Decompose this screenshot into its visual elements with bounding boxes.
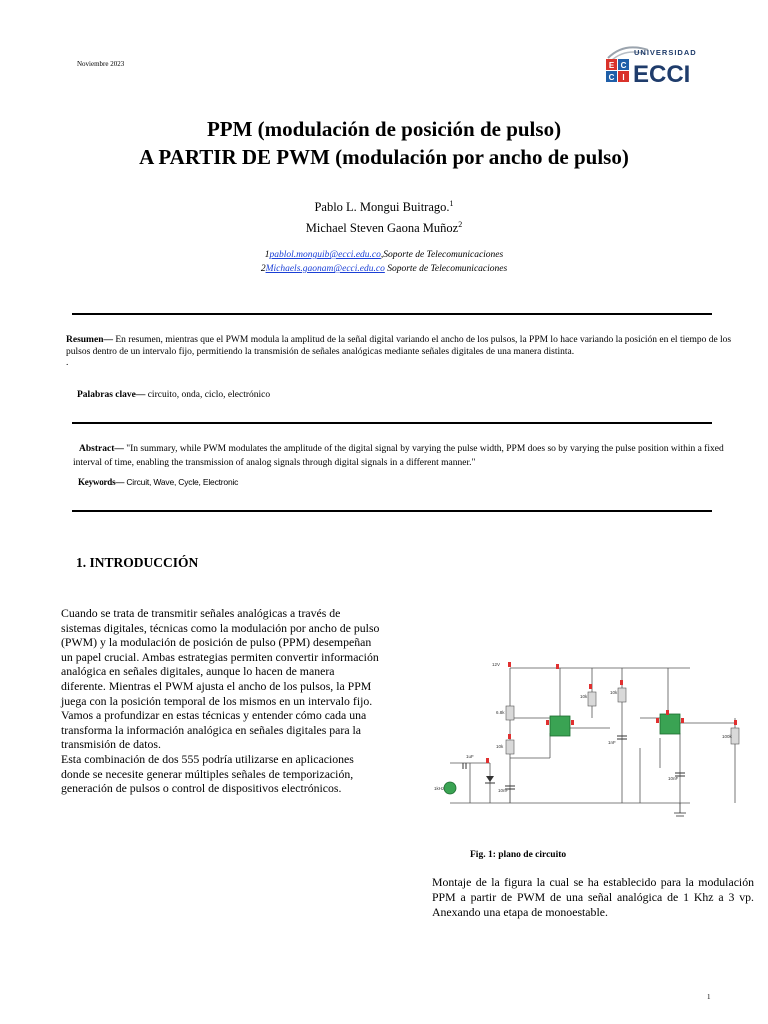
resumen-block: Resumen— En resumen, mientras que el PWM modula la amplitud de la señal digital variando el ancho de los pulsos, la PPM lo hace variando la posición en el tiempo de los pulsos dentro de un intervalo fijo, permitiendo la transmisión de señales analógicas mediante señales digitales de una manera distinta. .	[66, 335, 732, 368]
svg-text:E: E	[608, 61, 615, 70]
svg-text:1uF: 1uF	[466, 754, 474, 759]
resumen-label: Resumen—	[66, 335, 113, 345]
page-number: 1	[707, 993, 711, 1001]
svg-text:10k: 10k	[610, 690, 618, 695]
header-date: Noviembre 2023	[77, 60, 125, 68]
svg-text:10nF: 10nF	[668, 776, 679, 781]
abstract-label: Abstract—	[79, 444, 124, 454]
intro-paragraph-1: Cuando se trata de transmitir señales analógicas a través de sistemas digitales, técnicas como la modulación por ancho de pulso (PWM) y la modulación de posición de pulso (PPM) desempeñan un papel crucial. Ambas estrategias permiten convertir información analógica en señales digitales, aunque lo hacen de manera diferente. Mientras el PWM ajusta el ancho de los pulsos, la PPM juega con la posición temporal de los mismos en un intervalo fijo. Vamos a profundizar en estas técnicas y entender cómo cada una transforma la información analógica en señales digitales para la transmisión de datos.	[61, 606, 380, 752]
logo-word-ecci: ECCI	[633, 61, 691, 86]
ecci-logo-icon	[604, 44, 714, 86]
author-2: Michael Steven Gaona Muñoz$^2$	[305, 220, 463, 236]
intro-paragraph-3: Montaje de la figura la cual se ha establecido para la modulación PPM a partir de PWM de una señal analógica de 1 Khz a 3 vp. Anexando una etapa de monoestable.	[432, 875, 754, 919]
abstract-block	[73, 442, 743, 470]
university-logo	[604, 44, 714, 86]
svg-text:6.8k: 6.8k	[496, 710, 505, 715]
abstract-text: "In summary, while PWM modulates the amplitude of the digital signal by varying the pulse width, PPM does so by varying the pulse position within a fixed interval of time, enabling the transmission of analog signals through digital signals in a different manner."	[73, 444, 724, 468]
intro-paragraph-2: Esta combinación de dos 555 podría utilizarse en aplicaciones donde se necesite generar múltiples señales de temporización, generación de pulsos o control de dispositivos electrónicos.	[61, 751, 354, 796]
circuit-diagram	[430, 658, 750, 828]
ic-555-2	[660, 714, 680, 734]
svg-text:10k: 10k	[496, 744, 504, 749]
svg-text:I: I	[622, 73, 625, 82]
svg-text:C: C	[620, 61, 627, 70]
affiliation-2: 2Michaels.gaonam@ecci.edu.co Soporte de Telecomunicaciones	[260, 264, 508, 274]
paper-title-line2: A PARTIR DE PWM (modulación por ancho de pulso)	[139, 145, 629, 169]
keywords-block	[78, 477, 238, 487]
email-link-1[interactable]: pablol.monguib@ecci.edu.co	[269, 250, 381, 260]
authors-block	[0, 195, 768, 237]
paper-title-line1: PPM (modulación de posición de pulso)	[206, 117, 562, 141]
palabras-clave-label: Palabras clave—	[77, 390, 146, 400]
section-heading: 1. INTRODUCCIÓN	[76, 555, 199, 570]
email-link-2[interactable]: Michaels.gaonam@ecci.edu.co	[265, 264, 385, 274]
signal-source	[444, 782, 456, 794]
affiliations-block	[0, 248, 768, 276]
ic-555-1	[550, 716, 570, 736]
svg-text:C: C	[608, 73, 615, 82]
svg-text:100k: 100k	[722, 734, 732, 739]
svg-text:12V: 12V	[492, 662, 501, 667]
resumen-text: En resumen, mientras que el PWM modula la amplitud de la señal digital variando el ancho de los pulsos, la PPM lo hace variando la posición en el tiempo de los pulsos dentro de un intervalo fijo, permitiendo la transmisión de señales analógicas mediante señales digitales de una manera distinta.	[66, 335, 732, 357]
logo-word-universidad: UNIVERSIDAD	[634, 48, 697, 57]
svg-text:1nF: 1nF	[608, 740, 616, 745]
intro-column-left	[61, 606, 381, 796]
keywords-label: Keywords—	[78, 477, 125, 487]
author-1: Pablo L. Mongui Buitrago.$^1$	[314, 199, 454, 215]
svg-text:10k: 10k	[580, 694, 588, 699]
affiliation-1: 1pablol.monguib@ecci.edu.co,Soporte de Telecomunicaciones	[264, 250, 504, 260]
svg-text:1kHz: 1kHz	[434, 786, 445, 791]
figure-caption: Fig. 1: plano de circuito	[470, 850, 567, 860]
divider	[72, 510, 712, 512]
divider	[72, 313, 712, 315]
svg-text:10nF: 10nF	[498, 788, 509, 793]
palabras-clave-block	[77, 390, 270, 400]
keywords-text: Circuit, Wave, Cycle, Electronic	[124, 477, 239, 487]
palabras-clave-text: circuito, onda, ciclo, electrónico	[145, 390, 271, 400]
circuit-figure	[430, 658, 750, 828]
divider	[72, 422, 712, 424]
